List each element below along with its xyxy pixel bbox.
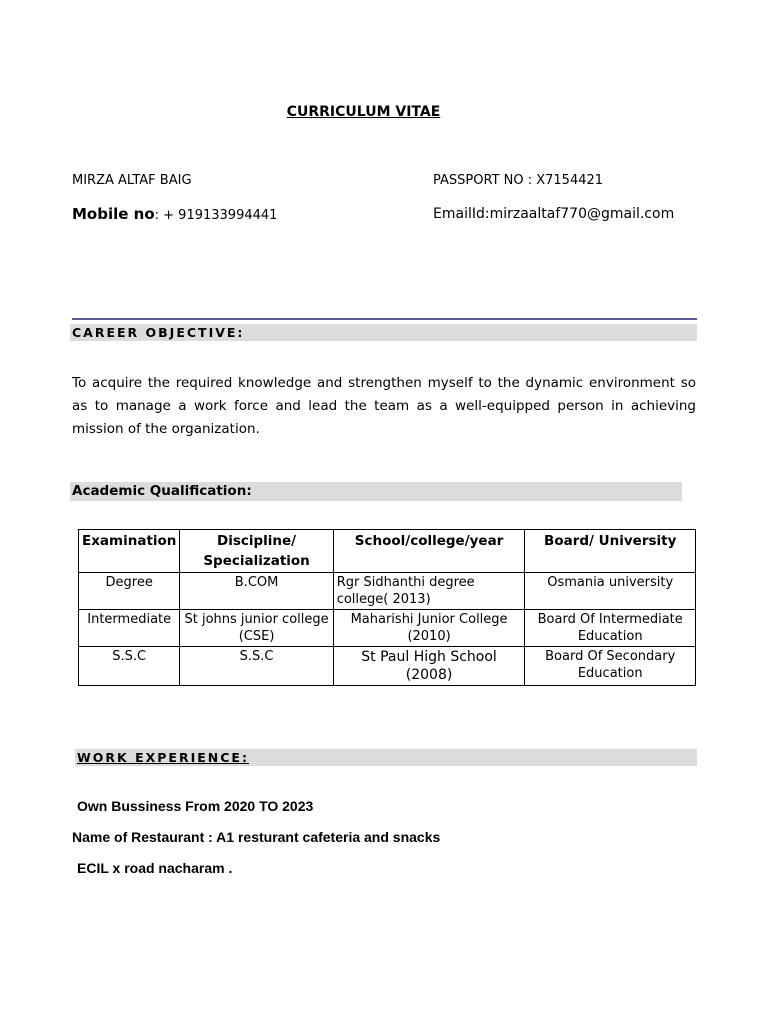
table-header-row — [79, 530, 696, 573]
document-title: CURRICULUM VITAE — [286, 104, 441, 120]
work-line-business: Own Bussiness From 2020 TO 2023 — [77, 798, 314, 814]
table-row — [79, 573, 696, 610]
col-header-examination: Examination — [79, 530, 180, 573]
table-cell: St johns junior college (CSE) — [180, 610, 333, 647]
table-cell: S.S.C — [79, 647, 180, 686]
academic-table — [78, 529, 696, 686]
work-experience-heading: WORK EXPERIENCE: — [77, 750, 249, 765]
table-cell: B.COM — [180, 573, 333, 610]
academic-heading-bar — [70, 482, 682, 501]
table-row — [79, 610, 696, 647]
table-cell: Intermediate — [79, 610, 180, 647]
career-objective-heading: CAREER OBJECTIVE: — [72, 325, 245, 340]
table-cell: Maharishi Junior College (2010) — [333, 610, 525, 647]
mobile-line — [72, 205, 277, 223]
passport-number: PASSPORT NO : X7154421 — [433, 173, 604, 188]
table-cell: S.S.C — [180, 647, 333, 686]
table-cell: Board Of Secondary Education — [525, 647, 696, 686]
career-objective-heading-bar — [70, 324, 697, 341]
mobile-value: : + 919133994441 — [154, 208, 278, 223]
table-cell: Rgr Sidhanthi degree college( 2013) — [333, 573, 525, 610]
academic-heading: Academic Qualification: — [72, 483, 252, 499]
work-line-restaurant: Name of Restaurant : A1 resturant cafeteria and snacks — [72, 829, 441, 845]
candidate-name: MIRZA ALTAF BAIG — [72, 173, 192, 188]
table-cell: Osmania university — [525, 573, 696, 610]
career-objective-text: To acquire the required knowledge and strengthen myself to the dynamic environment so as to manage a work force and lead the team as a well-equipped person in achieving mission of the organization. — [72, 375, 696, 437]
table-cell: Degree — [79, 573, 180, 610]
work-experience-heading-bar — [75, 749, 697, 766]
work-line-location: ECIL x road nacharam . — [77, 860, 233, 876]
mobile-label: Mobile no — [72, 205, 155, 223]
email: EmailId:mirzaaltaf770@gmail.com — [433, 206, 675, 222]
col-header-school: School/college/year — [333, 530, 525, 573]
col-header-board: Board/ University — [525, 530, 696, 573]
table-cell: Board Of Intermediate Education — [525, 610, 696, 647]
col-header-discipline: Discipline/ Specialization — [180, 530, 333, 573]
section-divider — [72, 318, 697, 320]
table-cell: St Paul High School (2008) — [333, 647, 525, 686]
table-row — [79, 647, 696, 686]
